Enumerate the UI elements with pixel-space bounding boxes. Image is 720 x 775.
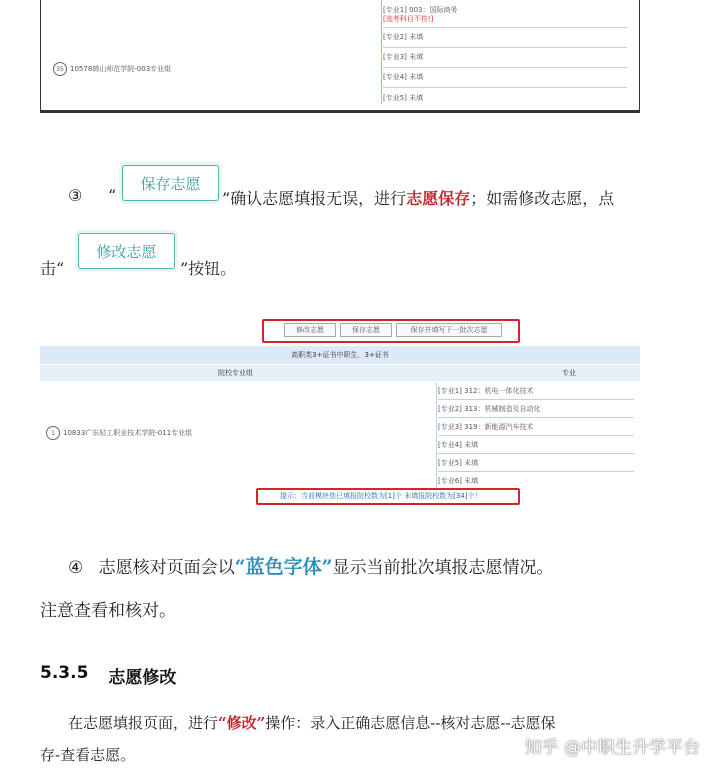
- row-line: [438, 417, 634, 418]
- step4-line2: 注意查看和核对。: [40, 601, 176, 621]
- group-number: 35: [53, 62, 67, 76]
- section-heading: [40, 663, 176, 688]
- row-line: [438, 435, 634, 436]
- major-row: [专业2] 未填: [383, 32, 627, 48]
- group-label: 10833广东轻工职业技术学院-011专业组: [63, 429, 193, 437]
- major-row: [专业1] 312：机电一体化技术: [438, 387, 534, 395]
- school-group: [53, 62, 171, 76]
- major-row: [专业4] 未填: [383, 72, 627, 88]
- save-volunteer-button-image: 保存志愿: [122, 165, 219, 201]
- column-divider: [381, 0, 382, 104]
- row-line: [438, 399, 634, 400]
- save-volunteer-button[interactable]: 保存志愿: [340, 323, 392, 337]
- step3-line2-pre: 击“: [40, 259, 65, 278]
- column-divider: [436, 382, 437, 488]
- step3-text-part1: ”确认志愿填报无误，进行: [222, 189, 407, 208]
- step3-line2-post: ”按钮。: [180, 259, 237, 278]
- watermark: 知乎 @中职生升学平台: [524, 738, 700, 758]
- bottom-border: [41, 110, 639, 112]
- col-major: 专业: [562, 369, 576, 377]
- school-group: [46, 426, 192, 440]
- major-row: [专业2] 313：机械制造及自动化: [438, 405, 541, 413]
- step4-text-part2: 显示当前批次填报志愿情况。: [332, 558, 554, 578]
- fill-count-tip: 提示：当前模块您已填报院校数为[1]个 未填报院校数为[34]个！: [280, 492, 482, 500]
- subject-mismatch-warning: [选考科目不符!]: [383, 14, 627, 28]
- section-title: 志愿修改: [108, 668, 177, 688]
- modify-text-part1: 在志愿填报页面，进行: [68, 714, 219, 732]
- major-row: [专业6] 未填: [438, 477, 479, 485]
- group-label: 10578韩山师范学院-003专业组: [70, 65, 172, 73]
- save-highlight: 志愿保存: [406, 189, 471, 208]
- major-row: [专业3] 319：新能源汽车技术: [438, 423, 534, 431]
- step3-text-part2: ；如需修改志愿，点: [470, 189, 615, 208]
- major-row: [专业5] 未填: [438, 459, 479, 467]
- row-line: [438, 471, 634, 472]
- blue-font-highlight: “蓝色字体”: [234, 556, 333, 578]
- group-number: 1: [46, 426, 60, 440]
- section-number: 5.3.5: [40, 663, 89, 683]
- modify-volunteer-button-image: 修改志愿: [78, 233, 175, 269]
- row-line: [438, 453, 634, 454]
- modify-text-part2: 操作：录入正确志愿信息--核对志愿--志愿保: [265, 714, 556, 732]
- step4-text: [68, 552, 554, 579]
- major-row: [专业1] 003：国际商务: [383, 6, 458, 14]
- major-row: [专业5] 未填: [383, 94, 424, 102]
- major-row: [专业4] 未填: [438, 441, 479, 449]
- save-and-next-button[interactable]: 保存并填写下一批次志愿: [396, 323, 502, 337]
- table-header: [40, 365, 640, 381]
- modify-paragraph-line2: 存-查看志愿。: [40, 746, 136, 764]
- step3-text: [222, 186, 614, 209]
- step4-text-part1: 志愿核对页面会以: [98, 558, 235, 578]
- screenshot-volunteer-check: [40, 316, 640, 504]
- modify-volunteer-button[interactable]: 修改志愿: [284, 323, 336, 337]
- major-row: [专业3] 未填: [383, 52, 627, 68]
- step4-num: ④: [68, 558, 84, 578]
- batch-title: 高职类3+证书中职生．3+证书: [40, 346, 640, 364]
- modify-paragraph: [68, 712, 556, 733]
- screenshot-volunteer-table-top: [40, 0, 640, 113]
- col-school-group: 院校专业组: [218, 369, 253, 377]
- step3-quote-open: “: [108, 186, 117, 205]
- modify-highlight: “修改”: [218, 714, 266, 732]
- step3-num: ③: [68, 186, 83, 205]
